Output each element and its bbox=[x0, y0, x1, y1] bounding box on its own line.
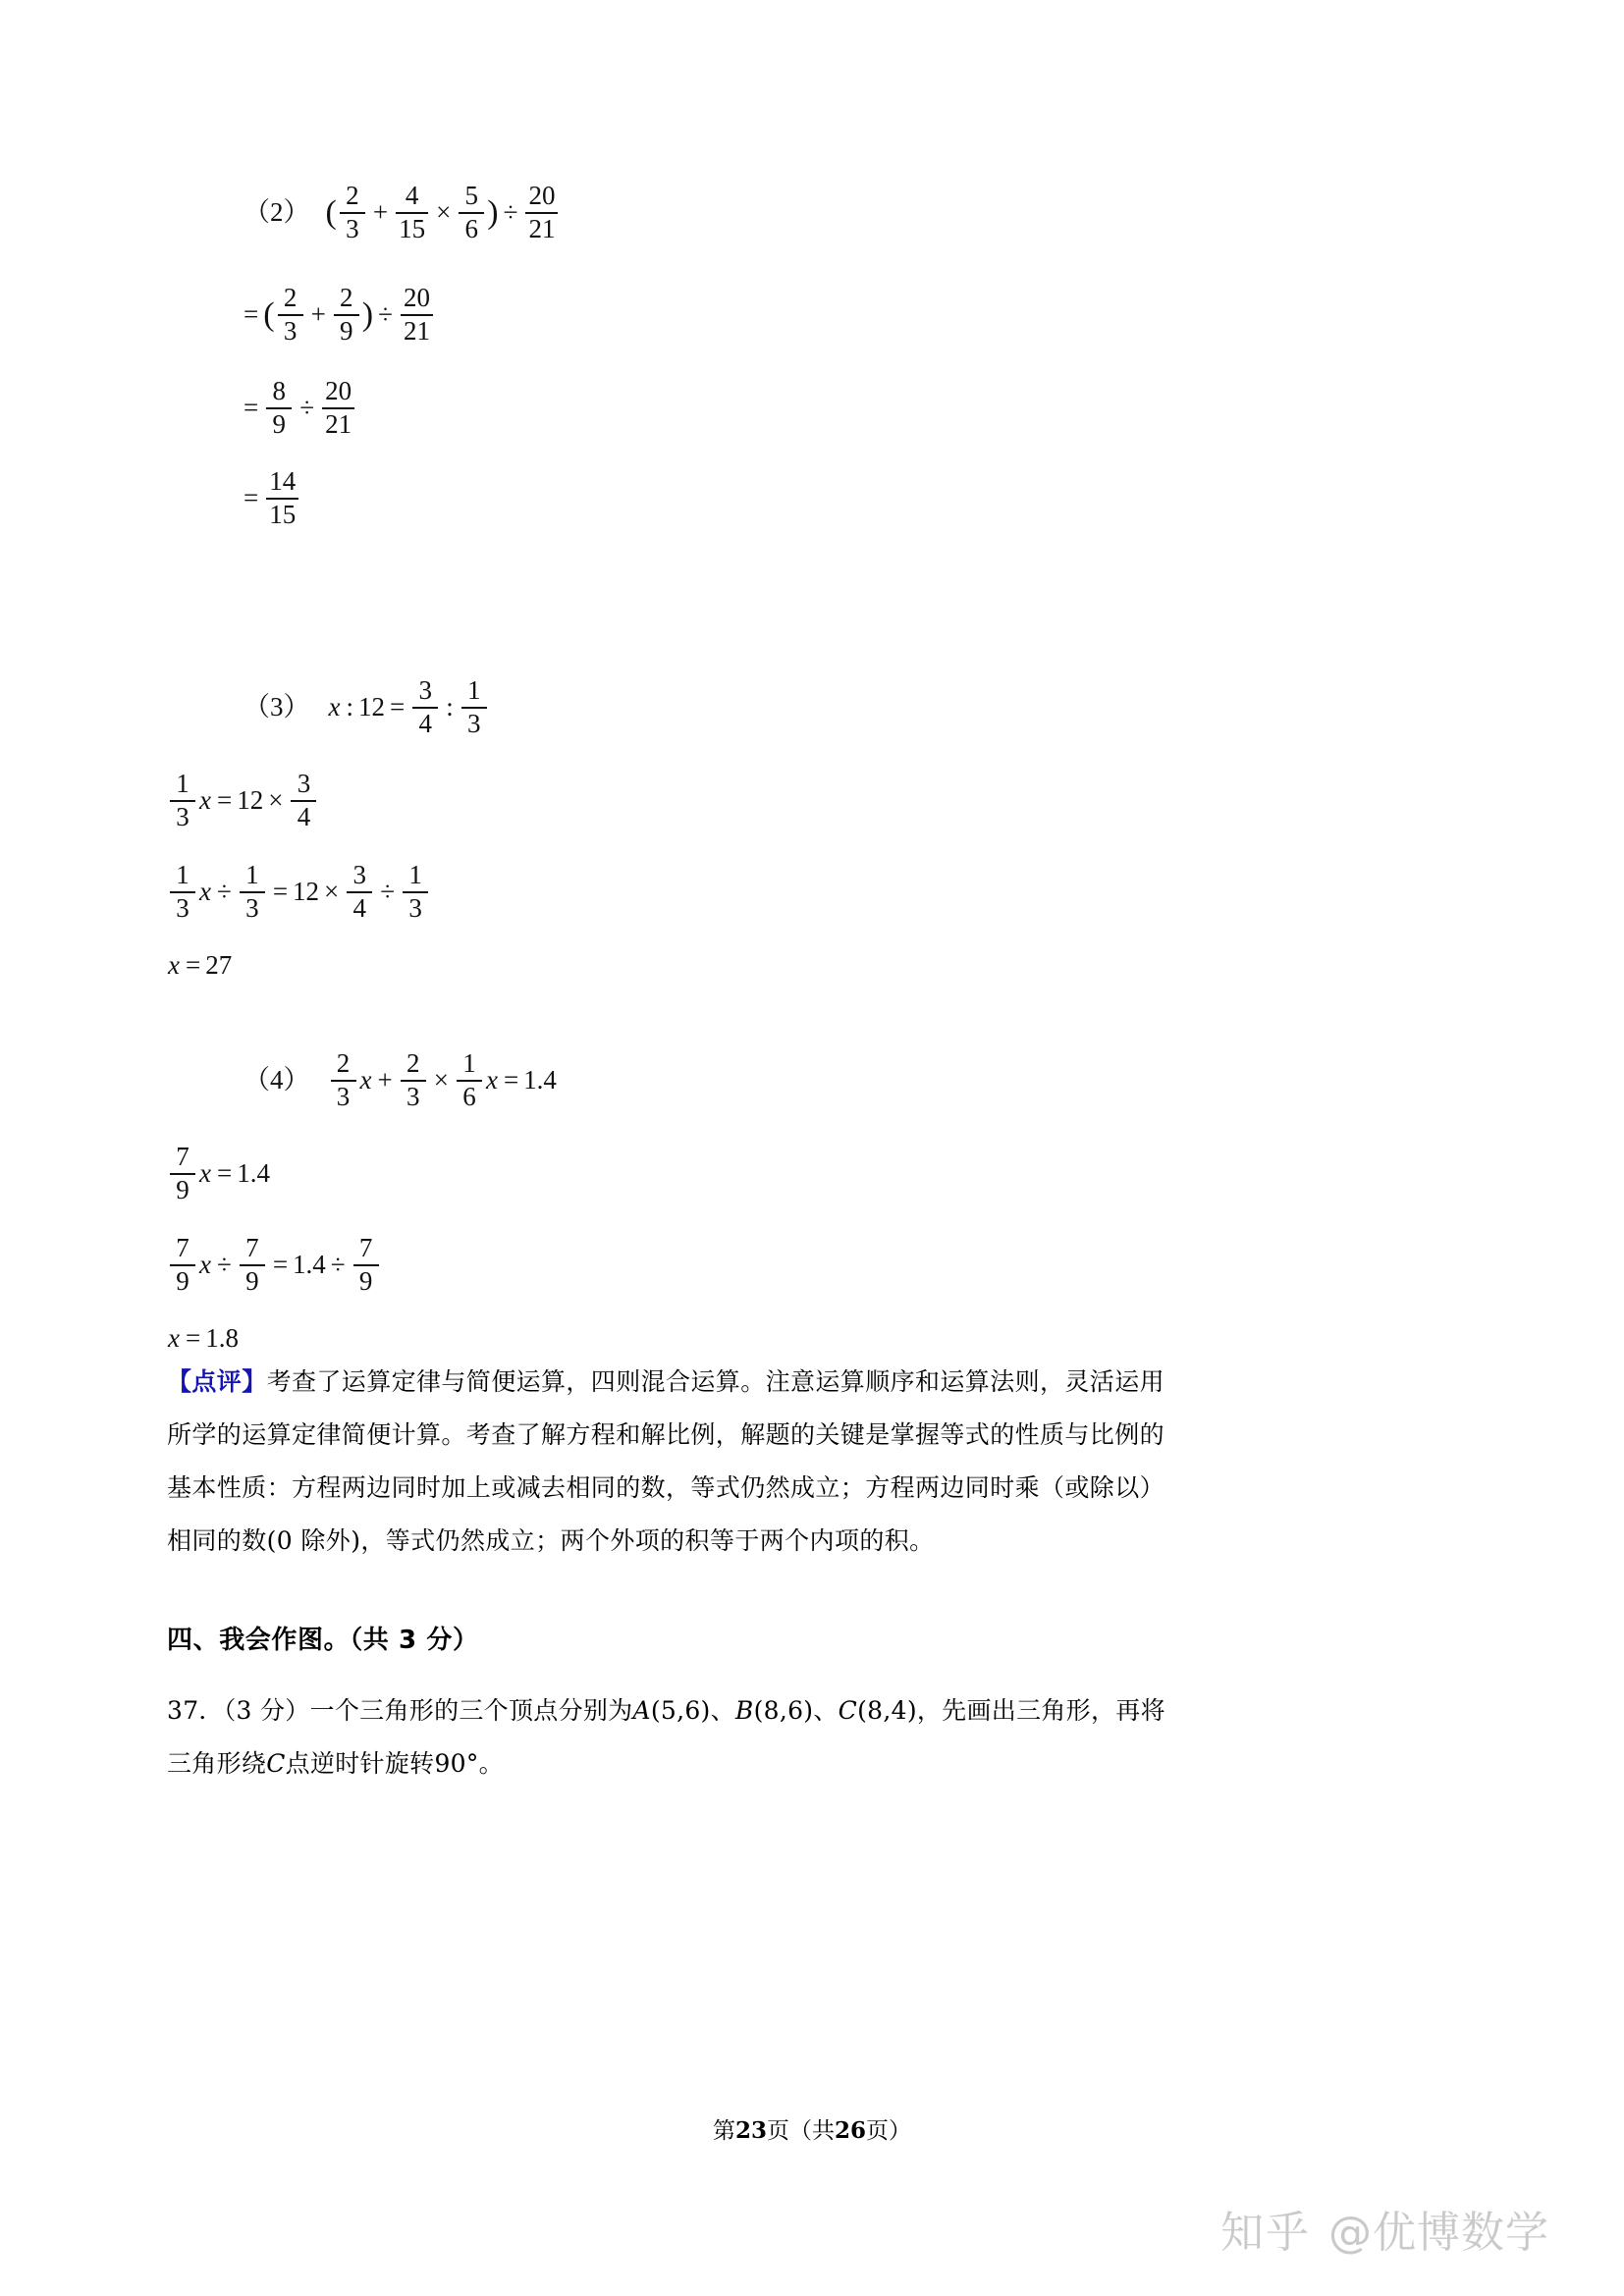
commentary-line-4: 相同的数(0 除外)，等式仍然成立；两个外项的积等于两个内项的积。 bbox=[167, 1526, 935, 1555]
equals-sign: = bbox=[503, 1065, 519, 1095]
number-1-4: 1.4 bbox=[523, 1065, 557, 1095]
variable-x: x bbox=[199, 1250, 211, 1280]
variable-x: x bbox=[168, 950, 180, 980]
fraction-3-4: $\frac{3}{4}$ bbox=[291, 771, 316, 830]
coordinate-a: (5,6) bbox=[650, 1696, 711, 1725]
fraction-20-21: $\frac{20}{21}$ bbox=[525, 183, 558, 242]
problem-label-4: （4） bbox=[244, 1065, 310, 1095]
variable-x: x bbox=[168, 1323, 180, 1353]
number-12: 12 bbox=[293, 877, 320, 907]
operator-times: × bbox=[436, 197, 452, 228]
separator-2: 、 bbox=[813, 1696, 839, 1725]
operator-plus: + bbox=[377, 1065, 393, 1095]
ratio-colon: : bbox=[346, 692, 353, 722]
math-line-2-2 bbox=[244, 285, 436, 345]
question-37-line-2 bbox=[167, 1737, 504, 1790]
paren-open: ( bbox=[325, 193, 337, 231]
operator-divide: ÷ bbox=[378, 299, 393, 330]
fraction-3-4: $\frac{3}{4}$ bbox=[412, 677, 438, 737]
footer-page-number: 23 bbox=[734, 2117, 767, 2144]
question-text-d: 点逆时针旋转 bbox=[285, 1749, 435, 1778]
equals-sign: = bbox=[244, 299, 259, 330]
fraction-1-3: $\frac{1}{3}$ bbox=[461, 677, 487, 737]
separator-1: 、 bbox=[710, 1696, 735, 1725]
coordinate-b: (8,6) bbox=[753, 1696, 814, 1725]
math-line-4-4 bbox=[167, 1325, 239, 1352]
question-number: 37． bbox=[167, 1696, 224, 1725]
footer-total-pages: 26 bbox=[835, 2117, 867, 2144]
fraction-7-9: $\frac{7}{9}$ bbox=[170, 1144, 195, 1203]
paren-close: ) bbox=[361, 295, 374, 333]
fraction-7-9: $\frac{7}{9}$ bbox=[170, 1235, 195, 1295]
fraction-1-3: $\frac{1}{3}$ bbox=[240, 862, 265, 922]
ratio-colon: : bbox=[446, 692, 454, 722]
vertex-label-c2: C bbox=[266, 1749, 286, 1778]
fraction-1-3: $\frac{1}{3}$ bbox=[170, 771, 195, 830]
problem-label-3: （3） bbox=[244, 692, 310, 722]
equals-sign: = bbox=[216, 785, 233, 816]
math-line-2-3 bbox=[244, 378, 357, 438]
question-text-a: 一个三角形的三个顶点分别为 bbox=[309, 1696, 633, 1725]
math-line-3-4 bbox=[167, 952, 232, 979]
number-1-8: 1.8 bbox=[205, 1323, 239, 1353]
number-1-4: 1.4 bbox=[237, 1158, 270, 1189]
operator-divide: ÷ bbox=[216, 1250, 232, 1280]
fraction-20-21: $\frac{20}{21}$ bbox=[322, 378, 354, 438]
operator-divide: ÷ bbox=[503, 197, 518, 228]
equals-sign: = bbox=[272, 877, 289, 907]
question-text-b: ，先画出三角形，再将 bbox=[916, 1696, 1165, 1725]
commentary-tag: 【点评】 bbox=[167, 1367, 267, 1396]
math-line-3-2 bbox=[167, 771, 319, 830]
variable-x: x bbox=[199, 877, 211, 907]
paren-close: ) bbox=[487, 193, 499, 231]
fraction-2-3: $\frac{2}{3}$ bbox=[278, 285, 303, 345]
math-line-4-3 bbox=[167, 1235, 382, 1295]
fraction-4-15: $\frac{4}{15}$ bbox=[396, 183, 428, 242]
number-1-4: 1.4 bbox=[293, 1250, 326, 1280]
math-line-2-4 bbox=[244, 468, 301, 528]
fraction-7-9: $\frac{7}{9}$ bbox=[240, 1235, 265, 1295]
number-27: 27 bbox=[205, 950, 233, 980]
math-line-3-3 bbox=[167, 862, 431, 922]
math-line-2-1 bbox=[244, 183, 561, 242]
fraction-2-3: $\frac{2}{3}$ bbox=[340, 183, 365, 242]
equals-sign: = bbox=[185, 950, 201, 980]
question-text-c: 三角形绕 bbox=[167, 1749, 267, 1778]
operator-divide: ÷ bbox=[380, 877, 396, 907]
operator-times: × bbox=[324, 877, 340, 907]
fraction-1-6: $\frac{1}{6}$ bbox=[457, 1050, 482, 1110]
equals-sign: = bbox=[185, 1323, 201, 1353]
operator-divide: ÷ bbox=[216, 877, 232, 907]
vertex-label-b: B bbox=[734, 1696, 754, 1725]
fraction-1-3: $\frac{1}{3}$ bbox=[403, 862, 428, 922]
problem-label-2: （2） bbox=[244, 197, 310, 228]
vertex-label-c: C bbox=[838, 1696, 858, 1725]
fraction-3-4: $\frac{3}{4}$ bbox=[347, 862, 372, 922]
footer-suffix: 页） bbox=[866, 2118, 912, 2144]
equals-sign: = bbox=[244, 483, 259, 513]
number-12: 12 bbox=[237, 785, 264, 816]
variable-x: x bbox=[199, 785, 211, 816]
commentary-line-1 bbox=[167, 1356, 1483, 1409]
operator-plus: + bbox=[372, 197, 389, 228]
variable-x: x bbox=[328, 692, 341, 722]
math-line-3-1 bbox=[244, 677, 490, 737]
equals-sign: = bbox=[216, 1158, 233, 1189]
section-heading: 四、我会作图。（共 3 分） bbox=[167, 1626, 479, 1655]
zhihu-logo: 知乎 bbox=[1220, 2208, 1311, 2258]
fraction-5-6: $\frac{5}{6}$ bbox=[459, 183, 484, 242]
operator-plus: + bbox=[310, 299, 326, 330]
number-12: 12 bbox=[358, 692, 385, 722]
vertex-label-a: A bbox=[632, 1696, 651, 1725]
fraction-2-3: $\frac{2}{3}$ bbox=[331, 1050, 356, 1110]
commentary-line-3: 基本性质：方程两边同时加上或减去相同的数，等式仍然成立；方程两边同时乘（或除以） bbox=[167, 1473, 1165, 1502]
question-37-line-1 bbox=[167, 1684, 1165, 1737]
equals-sign: = bbox=[390, 692, 406, 722]
question-score: （3 分） bbox=[223, 1696, 310, 1725]
paren-open: ( bbox=[263, 295, 275, 333]
commentary-line-2: 所学的运算定律简便计算。考查了解方程和解比例，解题的关键是掌握等式的性质与比例的 bbox=[167, 1420, 1165, 1449]
operator-times: × bbox=[268, 785, 284, 816]
question-text-e: 。 bbox=[478, 1749, 504, 1778]
fraction-14-15: $\frac{14}{15}$ bbox=[266, 468, 298, 528]
fraction-2-3: $\frac{2}{3}$ bbox=[401, 1050, 426, 1110]
equals-sign: = bbox=[244, 393, 259, 423]
fraction-8-9: $\frac{8}{9}$ bbox=[266, 378, 292, 438]
variable-x: x bbox=[485, 1065, 498, 1095]
operator-divide: ÷ bbox=[299, 393, 315, 423]
fraction-7-9: $\frac{7}{9}$ bbox=[353, 1235, 379, 1295]
footer-prefix: 第 bbox=[712, 2118, 735, 2144]
fraction-1-3: $\frac{1}{3}$ bbox=[170, 862, 195, 922]
operator-divide: ÷ bbox=[330, 1250, 346, 1280]
fraction-20-21: $\frac{20}{21}$ bbox=[401, 285, 433, 345]
math-line-4-2 bbox=[167, 1144, 270, 1203]
commentary-text-1: 考查了运算定律与简便运算，四则混合运算。注意运算顺序和运算法则，灵活运用 bbox=[266, 1367, 1165, 1396]
watermark-handle: @优博数学 bbox=[1328, 2208, 1549, 2258]
variable-x: x bbox=[199, 1158, 211, 1189]
fraction-2-9: $\frac{2}{9}$ bbox=[334, 285, 359, 345]
math-line-4-1 bbox=[244, 1050, 557, 1110]
variable-x: x bbox=[359, 1065, 372, 1095]
operator-times: × bbox=[433, 1065, 449, 1095]
equals-sign: = bbox=[272, 1250, 289, 1280]
watermark bbox=[1220, 2197, 1549, 2260]
page-footer bbox=[0, 2112, 1624, 2145]
coordinate-c: (8,4) bbox=[857, 1696, 917, 1725]
rotation-angle: 90° bbox=[434, 1749, 479, 1778]
footer-mid: 页（共 bbox=[767, 2118, 835, 2144]
